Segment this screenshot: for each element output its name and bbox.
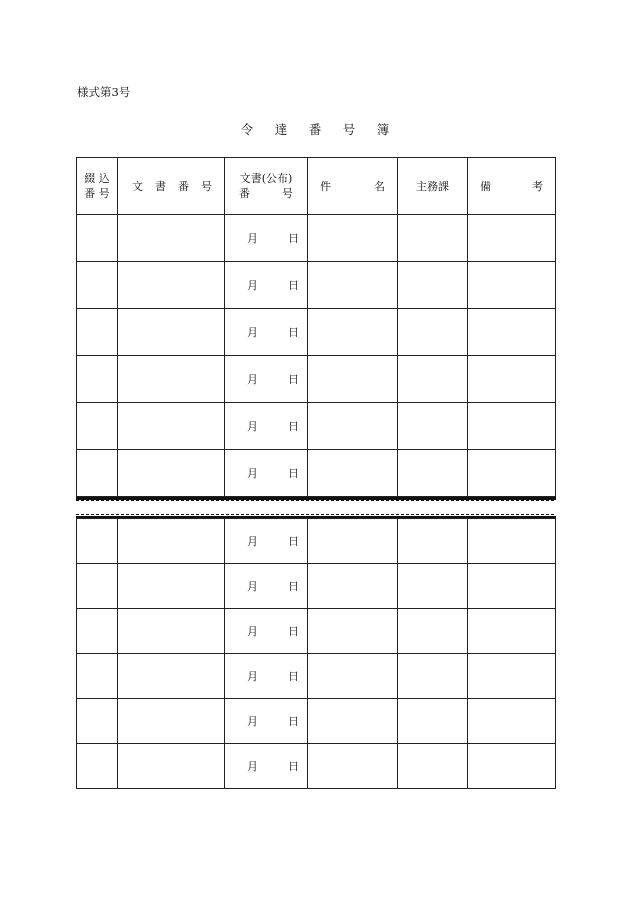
cell-kenmei[interactable] <box>308 564 398 609</box>
day-label: 日 <box>288 625 299 638</box>
form-number: 様式第3号 <box>77 85 131 99</box>
month-label: 月 <box>247 326 258 339</box>
table-row <box>77 309 556 356</box>
cell-kenmei[interactable] <box>308 403 398 450</box>
cell-shumuka[interactable] <box>398 356 468 403</box>
table-row <box>77 519 556 564</box>
month-label: 月 <box>247 232 258 245</box>
cell-bunsho-bango[interactable] <box>118 519 225 564</box>
cell-bunsho-bango[interactable] <box>118 744 225 789</box>
cell-tsuzuri[interactable] <box>77 356 118 403</box>
cell-bunsho-bango[interactable] <box>118 356 225 403</box>
table-row <box>77 262 556 309</box>
cell-shumuka[interactable] <box>398 215 468 262</box>
month-label: 月 <box>247 420 258 433</box>
cell-date[interactable] <box>225 744 308 789</box>
cell-shumuka[interactable] <box>398 519 468 564</box>
cell-tsuzuri[interactable] <box>77 699 118 744</box>
month-label: 月 <box>247 715 258 728</box>
cell-bunsho-bango[interactable] <box>118 654 225 699</box>
cell-kenmei[interactable] <box>308 519 398 564</box>
header-char: 番 <box>178 180 189 193</box>
cell-tsuzuri[interactable] <box>77 262 118 309</box>
cell-date[interactable] <box>225 519 308 564</box>
cell-date[interactable] <box>225 609 308 654</box>
header-kofu-line1: 文書(公布) <box>239 172 293 185</box>
cell-bunsho-bango[interactable] <box>118 309 225 356</box>
month-label: 月 <box>247 580 258 593</box>
header-row <box>77 158 556 215</box>
month-label: 月 <box>247 373 258 386</box>
cell-bunsho-bango[interactable] <box>118 609 225 654</box>
cell-tsuzuri[interactable] <box>77 564 118 609</box>
cell-biko[interactable] <box>468 309 556 356</box>
cell-kenmei[interactable] <box>308 262 398 309</box>
day-label: 日 <box>288 535 299 548</box>
month-label: 月 <box>247 535 258 548</box>
cell-biko[interactable] <box>468 699 556 744</box>
header-char: 件 <box>320 180 331 193</box>
month-label: 月 <box>247 760 258 773</box>
table-row <box>77 654 556 699</box>
cell-biko[interactable] <box>468 654 556 699</box>
day-label: 日 <box>288 580 299 593</box>
table-row <box>77 215 556 262</box>
table-row <box>77 403 556 450</box>
table-row <box>77 609 556 654</box>
title-char: 号 <box>342 122 356 137</box>
cell-kenmei[interactable] <box>308 654 398 699</box>
header-tsuzuri-line2: 番 号 <box>84 187 110 200</box>
cell-biko[interactable] <box>468 262 556 309</box>
cell-shumuka[interactable] <box>398 564 468 609</box>
cell-tsuzuri[interactable] <box>77 215 118 262</box>
cell-shumuka[interactable] <box>398 262 468 309</box>
cell-tsuzuri[interactable] <box>77 744 118 789</box>
header-char: 番 <box>239 187 250 200</box>
cell-date[interactable] <box>225 215 308 262</box>
cell-bunsho-bango[interactable] <box>118 403 225 450</box>
header-char: 号 <box>201 180 212 193</box>
cell-tsuzuri[interactable] <box>77 450 118 497</box>
day-label: 日 <box>288 326 299 339</box>
day-label: 日 <box>288 420 299 433</box>
cell-bunsho-bango[interactable] <box>118 262 225 309</box>
cell-shumuka[interactable] <box>398 744 468 789</box>
cell-tsuzuri[interactable] <box>77 403 118 450</box>
header-biko <box>468 158 556 215</box>
cell-kenmei[interactable] <box>308 699 398 744</box>
month-label: 月 <box>247 467 258 480</box>
cell-shumuka[interactable] <box>398 403 468 450</box>
cell-biko[interactable] <box>468 215 556 262</box>
cell-date[interactable] <box>225 564 308 609</box>
cell-kenmei[interactable] <box>308 450 398 497</box>
header-char: 文 <box>132 180 143 193</box>
cell-kenmei[interactable] <box>308 609 398 654</box>
cell-biko[interactable] <box>468 564 556 609</box>
cell-shumuka[interactable] <box>398 609 468 654</box>
cell-kenmei[interactable] <box>308 215 398 262</box>
cell-date[interactable] <box>225 356 308 403</box>
cell-date[interactable] <box>225 403 308 450</box>
register-table-top <box>76 157 556 497</box>
cell-tsuzuri[interactable] <box>77 519 118 564</box>
day-label: 日 <box>288 760 299 773</box>
month-label: 月 <box>247 625 258 638</box>
cell-kenmei[interactable] <box>308 744 398 789</box>
day-label: 日 <box>288 373 299 386</box>
header-tsuzuri-line1: 綴 込 <box>84 172 110 185</box>
header-char: 号 <box>282 187 293 200</box>
page-title <box>0 120 630 138</box>
cell-biko[interactable] <box>468 609 556 654</box>
header-kenmei <box>308 158 398 215</box>
cell-shumuka[interactable] <box>398 699 468 744</box>
day-label: 日 <box>288 279 299 292</box>
cell-tsuzuri[interactable] <box>77 654 118 699</box>
cell-shumuka[interactable] <box>398 654 468 699</box>
cell-bunsho-bango[interactable] <box>118 699 225 744</box>
table-row <box>77 450 556 497</box>
cell-kenmei[interactable] <box>308 356 398 403</box>
day-label: 日 <box>288 232 299 245</box>
cell-date[interactable] <box>225 309 308 356</box>
header-kofu-bango <box>225 158 308 215</box>
header-shumuka: 主務課 <box>398 158 468 215</box>
header-char: 考 <box>532 180 543 193</box>
cell-date[interactable] <box>225 450 308 497</box>
cell-date[interactable] <box>225 699 308 744</box>
cell-tsuzuri[interactable] <box>77 609 118 654</box>
cell-kenmei[interactable] <box>308 309 398 356</box>
cell-date[interactable] <box>225 262 308 309</box>
header-bunsho-bango <box>118 158 225 215</box>
cell-biko[interactable] <box>468 744 556 789</box>
table-row <box>77 744 556 789</box>
title-char: 令 <box>240 122 254 137</box>
header-char: 書 <box>155 180 166 193</box>
table-row <box>77 564 556 609</box>
title-char: 簿 <box>376 122 390 137</box>
header-char: 備 <box>480 180 491 193</box>
day-label: 日 <box>288 670 299 683</box>
cell-shumuka[interactable] <box>398 450 468 497</box>
day-label: 日 <box>288 715 299 728</box>
cell-bunsho-bango[interactable] <box>118 215 225 262</box>
title-char: 達 <box>274 122 288 137</box>
title-char: 番 <box>308 122 322 137</box>
month-label: 月 <box>247 670 258 683</box>
cell-tsuzuri[interactable] <box>77 309 118 356</box>
table-row <box>77 699 556 744</box>
cell-biko[interactable] <box>468 356 556 403</box>
table-row <box>77 356 556 403</box>
header-tsuzuri <box>77 158 118 215</box>
header-char: 名 <box>374 180 385 193</box>
month-label: 月 <box>247 279 258 292</box>
cell-biko[interactable] <box>468 450 556 497</box>
cell-bunsho-bango[interactable] <box>118 564 225 609</box>
cell-bunsho-bango[interactable] <box>118 450 225 497</box>
day-label: 日 <box>288 467 299 480</box>
register-table-bottom <box>76 518 556 789</box>
section-break-top <box>76 497 556 500</box>
cell-shumuka[interactable] <box>398 309 468 356</box>
cell-biko[interactable] <box>468 519 556 564</box>
cell-date[interactable] <box>225 654 308 699</box>
cell-biko[interactable] <box>468 403 556 450</box>
